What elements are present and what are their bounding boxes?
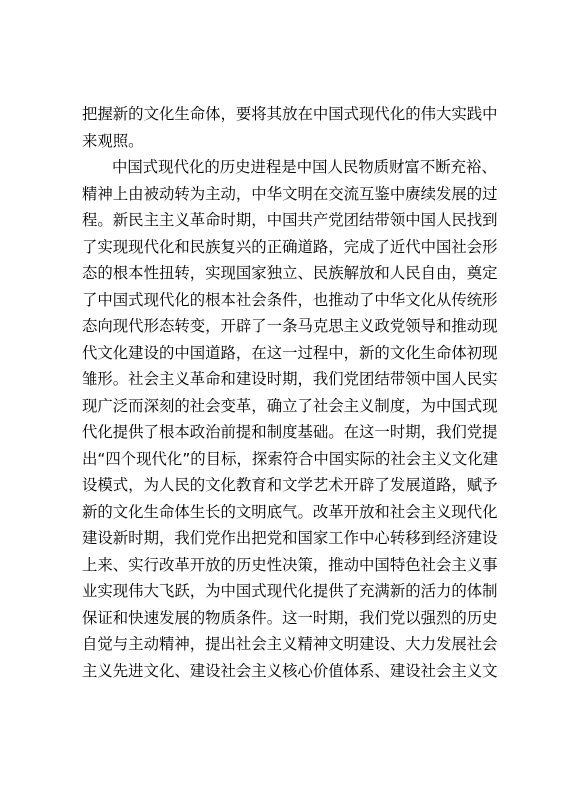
text-line-13: 代化提供了根本政治前提和制度基础。在这一时期，我们党提 — [82, 423, 498, 441]
text-line-18: 上来、实行改革开放的历史性决策，推动中国特色社会主义事 — [82, 555, 498, 574]
text-line-17: 建设新时期，我们党作出把党和国家工作中心转移到经济建设 — [82, 529, 498, 547]
text-line-21: 自觉与主动精神，提出社会主义精神文明建设、大力发展社会 — [82, 635, 498, 653]
text-line-2: 来观照。 — [82, 131, 144, 150]
text-line-6: 了实现现代化和民族复兴的正确道路，完成了近代中国社会形 — [82, 237, 498, 256]
text-line-14: 出“四个现代化”的目标，探索符合中国实际的社会主义文化建 — [82, 449, 499, 468]
text-line-16: 新的文化生命体生长的文明底气。改革开放和社会主义现代化 — [82, 502, 498, 521]
text-line-8: 了中国式现代化的根本社会条件，也推动了中华文化从传统形 — [82, 290, 498, 309]
text-line-9: 态向现代形态转变，开辟了一条马克思主义政党领导和推动现 — [82, 317, 498, 335]
text-line-5: 程。新民主主义革命时期，中国共产党团结带领中国人民找到 — [82, 211, 498, 229]
text-line-11: 雏形。社会主义革命和建设时期，我们党团结带领中国人民实 — [82, 370, 498, 388]
text-line-12: 现广泛而深刻的社会变革，确立了社会主义制度，为中国式现 — [82, 396, 498, 415]
text-line-3: 中国式现代化的历史进程是中国人民物质财富不断充裕、 — [112, 158, 497, 176]
text-line-7: 态的根本性扭转，实现国家独立、民族解放和人民自由，奠定 — [82, 264, 498, 282]
text-line-20: 保证和快速发展的物质条件。这一时期，我们党以强烈的历史 — [82, 608, 498, 627]
text-line-15: 设模式，为人民的文化教育和文学艺术开辟了发展道路，赋予 — [82, 476, 498, 494]
document-body — [82, 101, 499, 684]
text-line-22: 主义先进文化、建设社会主义核心价值体系、建设社会主义文 — [82, 661, 498, 680]
text-line-4: 精神上由被动转为主动，中华文明在交流互鉴中赓续发展的过 — [82, 184, 498, 203]
text-line-19: 业实现伟大飞跃，为中国式现代化提供了充满新的活力的体制 — [82, 582, 498, 600]
text-line-1: 把握新的文化生命体，要将其放在中国式现代化的伟大实践中 — [82, 105, 498, 123]
text-line-10: 代文化建设的中国道路，在这一过程中，新的文化生命体初现 — [82, 343, 498, 362]
